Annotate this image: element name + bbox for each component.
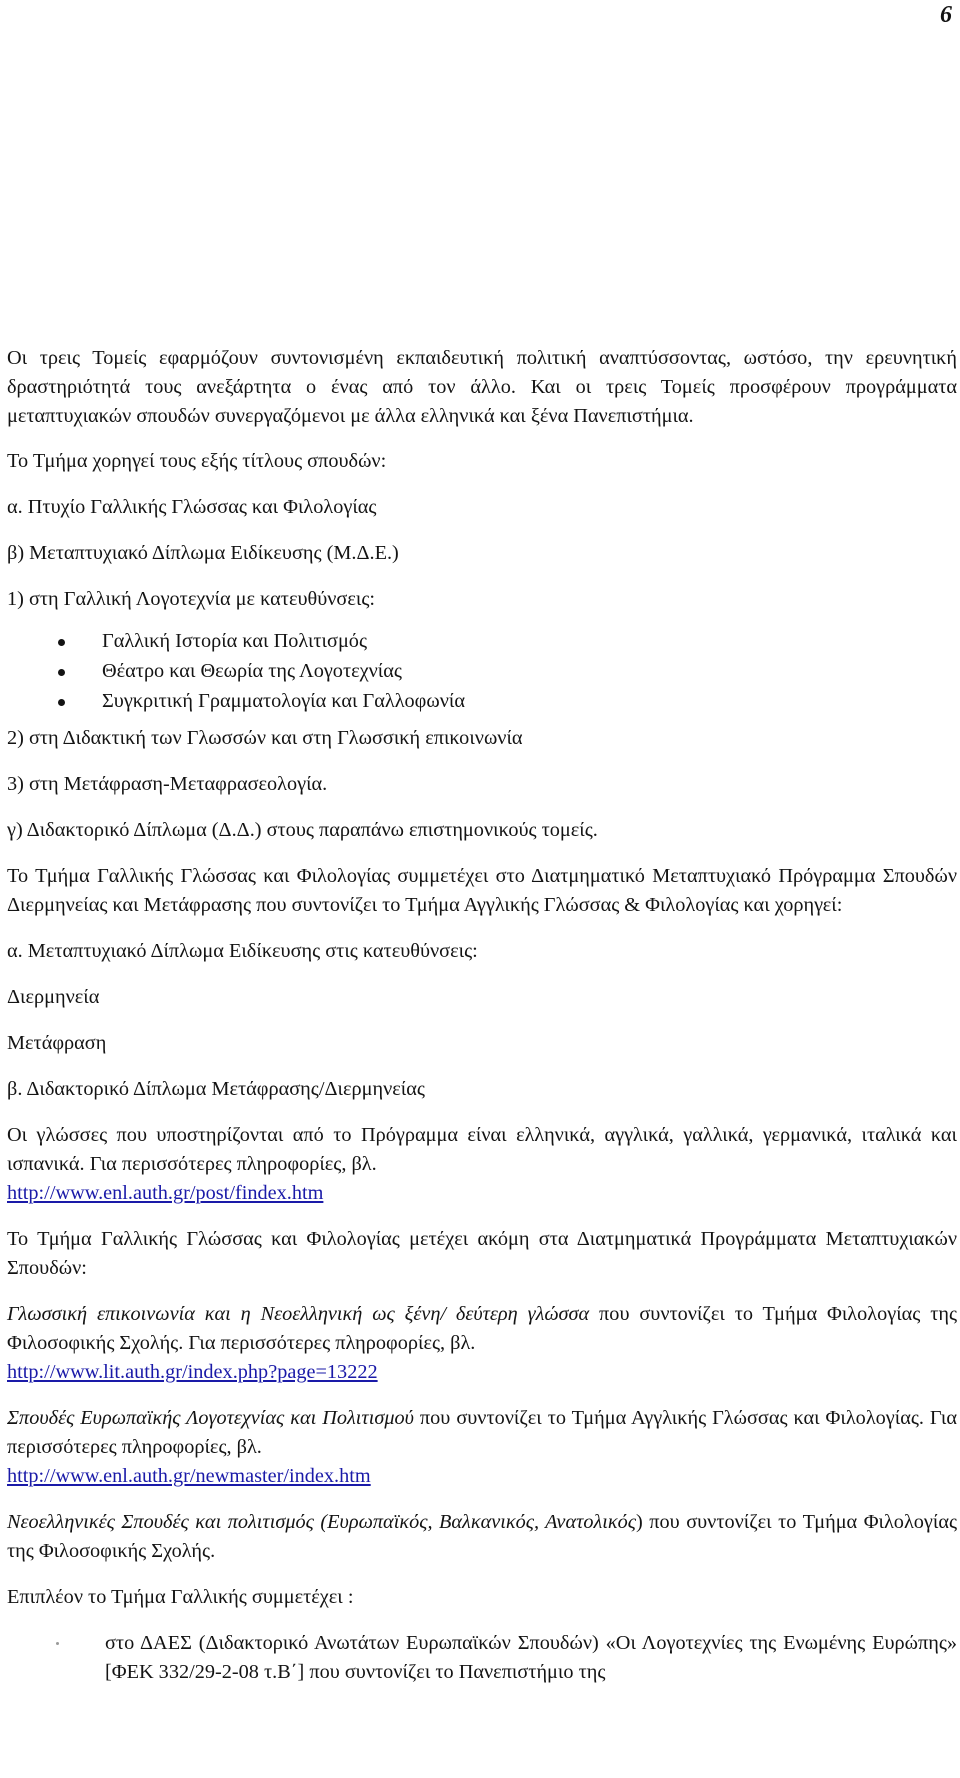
- program-1-link[interactable]: http://www.lit.auth.gr/index.php?page=13222: [7, 1361, 378, 1383]
- page-number: 6: [940, 2, 952, 28]
- track-1: 1) στη Γαλλική Λογοτεχνία με κατευθύνσεις:: [7, 588, 376, 610]
- program-2-text: που συντονίζει το Τμήμα Αγγλικής Γλώσσας και Φιλολογίας. Για περισσότερες πληροφορίες, βλ.: [7, 1407, 957, 1458]
- program-1-title: Γλωσσική επικοινωνία και η Νεοελληνική ως ξένη/ δεύτερη γλώσσα: [7, 1303, 590, 1325]
- program-2-title: Σπουδές Ευρωπαϊκής Λογοτεχνίας και Πολιτισμού: [7, 1407, 414, 1429]
- track-3: 3) στη Μετάφραση-Μεταφρασεολογία.: [7, 773, 328, 795]
- degrees-intro: Το Τμήμα χορηγεί τους εξής τίτλους σπουδών:: [7, 450, 387, 472]
- interdept-a: α. Μεταπτυχιακό Δίπλωμα Ειδίκευσης στις κατευθύνσεις:: [7, 940, 478, 962]
- program-3: [7, 1508, 957, 1566]
- languages-paragraph: [7, 1121, 957, 1208]
- also-paragraph: Επιπλέον το Τμήμα Γαλλικής συμμετέχει :: [7, 1586, 354, 1608]
- program-3-title: Νεοελληνικές Σπουδές και πολιτισμός (Ευρωπαϊκός, Βαλκανικός, Ανατολικός: [7, 1511, 637, 1533]
- bullet-item: Γαλλική Ιστορία και Πολιτισμός: [7, 627, 957, 656]
- program-1: [7, 1300, 957, 1387]
- bullet-item: Συγκριτική Γραμματολογία και Γαλλοφωνία: [7, 687, 957, 716]
- languages-text: Οι γλώσσες που υποστηρίζονται από το Πρόγραμμα είναι ελληνικά, αγγλικά, γαλλικά, γερμανικά, ιταλικά και ισπανικά. Για περισσότερες πληροφορίες, βλ.: [7, 1124, 957, 1175]
- interdept-paragraph: Το Τμήμα Γαλλικής Γλώσσας και Φιλολογίας συμμετέχει στο Διατμηματικό Μεταπτυχιακό Πρόγραμμα Σπουδών Διερμηνείας και Μετάφρασης που συντονίζει το Τμήμα Αγγλικής Γλώσσας & Φιλολογίας και χορηγεί:: [7, 865, 957, 916]
- track-1-bullets: [7, 627, 957, 716]
- track-2: 2) στη Διδακτική των Γλωσσών και στη Γλωσσική επικοινωνία: [7, 727, 523, 749]
- languages-link[interactable]: http://www.enl.auth.gr/post/findex.htm: [7, 1182, 324, 1204]
- program-2-link[interactable]: http://www.enl.auth.gr/newmaster/index.htm: [7, 1465, 371, 1487]
- interdept-a-1: Διερμηνεία: [7, 986, 100, 1008]
- degree-c: γ) Διδακτορικό Δίπλωμα (Δ.Δ.) στους παραπάνω επιστημονικούς τομείς.: [7, 819, 598, 841]
- intro-paragraph: Οι τρεις Τομείς εφαρμόζουν συντονισμένη εκπαιδευτική πολιτική αναπτύσσοντας, ωστόσο, την ερευνητική δραστηριότητά τους ανεξάρτητα ο ένας από τον άλλο. Και οι τρεις Τομείς προσφέρουν προγράμματα μεταπτυχιακών σπουδών συνεργαζόμενοι με άλλα ελληνικά και ξένα Πανεπιστήμια.: [7, 347, 957, 427]
- program-1-text: που συντονίζει το Τμήμα Φιλολογίας της Φιλοσοφικής Σχολής. Για περισσότερες πληροφορίες, βλ.: [7, 1303, 957, 1354]
- degree-a: α. Πτυχίο Γαλλικής Γλώσσας και Φιλολογίας: [7, 496, 377, 518]
- document-body: [7, 344, 957, 1687]
- last-item: [7, 1629, 957, 1687]
- interdept-a-2: Μετάφραση: [7, 1032, 107, 1054]
- last-item-text: στο ΔΑΕΣ (Διδακτορικό Ανωτάτων Ευρωπαϊκών Σπουδών) «Οι Λογοτεχνίες της Ενωμένης Ευρώπης» [ΦΕΚ 332/29-2-08 τ.Β΄] που συντονίζει το Πανεπιστήμιο της: [105, 1632, 957, 1683]
- degree-b: β) Μεταπτυχιακό Δίπλωμα Ειδίκευσης (Μ.Δ.Ε.): [7, 542, 399, 564]
- program-3-text: ) που συντονίζει το Τμήμα Φιλολογίας της Φιλοσοφικής Σχολής.: [7, 1511, 958, 1562]
- program-2: [7, 1404, 957, 1491]
- bullet-item: Θέατρο και Θεωρία της Λογοτεχνίας: [7, 657, 957, 686]
- interdept-b: β. Διδακτορικό Δίπλωμα Μετάφρασης/Διερμηνείας: [7, 1078, 425, 1100]
- participates-paragraph: Το Τμήμα Γαλλικής Γλώσσας και Φιλολογίας μετέχει ακόμη στα Διατμηματικά Προγράμματα Μεταπτυχιακών Σπουδών:: [7, 1228, 957, 1279]
- bullet-mark: [56, 1642, 59, 1645]
